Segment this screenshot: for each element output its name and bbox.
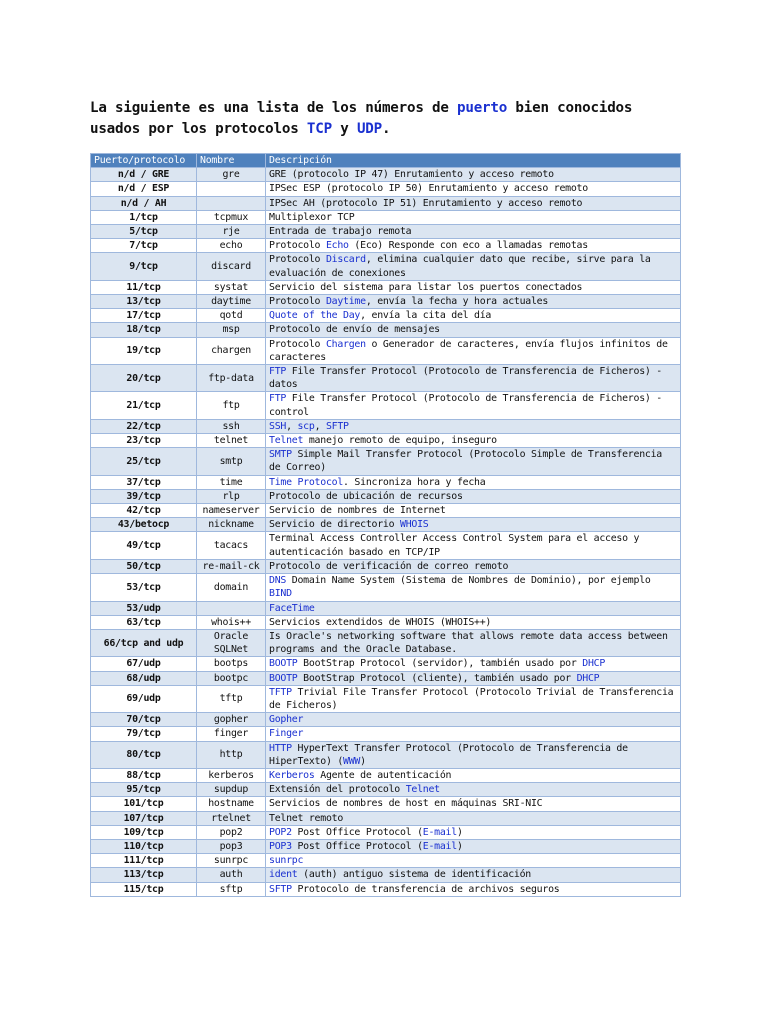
protocol-link[interactable]: BIND [269, 588, 292, 600]
port-cell: 53/tcp [91, 574, 197, 601]
description-cell [266, 727, 681, 741]
description-cell [266, 280, 681, 294]
description-text: Post Office Protocol ( [291, 826, 423, 838]
port-cell: 39/tcp [91, 489, 197, 503]
port-cell: n/d / GRE [91, 168, 197, 182]
protocol-link[interactable]: FaceTime [269, 602, 315, 614]
name-cell: kerberos [197, 768, 266, 782]
protocol-link[interactable]: Telnet [405, 784, 440, 796]
description-cell [266, 295, 681, 309]
protocol-link[interactable]: SMTP [269, 449, 292, 461]
port-cell: 21/tcp [91, 392, 197, 419]
name-cell: nickname [197, 518, 266, 532]
table-row [91, 601, 681, 615]
protocol-link[interactable]: POP2 [269, 826, 292, 838]
table-row [91, 504, 681, 518]
description-text: BootStrap Protocol (cliente), también usado por [297, 672, 577, 684]
description-cell [266, 337, 681, 364]
description-text: Domain Name System (Sistema de Nombres de Dominio), por ejemplo [286, 575, 651, 587]
port-cell: 110/tcp [91, 839, 197, 853]
table-row [91, 323, 681, 337]
description-cell [266, 615, 681, 629]
port-cell: 42/tcp [91, 504, 197, 518]
name-cell: hostname [197, 797, 266, 811]
description-cell [266, 253, 681, 280]
description-cell [266, 323, 681, 337]
description-text: File Transfer Protocol (Protocolo de Transferencia de Ficheros) - control [269, 393, 662, 418]
name-cell: pop3 [197, 839, 266, 853]
protocol-link[interactable]: scp [297, 420, 315, 432]
heading-text-3: y [331, 121, 357, 137]
description-cell [266, 868, 681, 882]
description-text: GRE (protocolo IP 47) Enrutamiento y acceso remoto [269, 169, 554, 181]
table-row [91, 475, 681, 489]
description-text: , envía la cita del día [360, 310, 492, 322]
port-cell: 50/tcp [91, 559, 197, 573]
table-body [91, 168, 681, 897]
protocol-link[interactable]: Chargen [325, 338, 366, 350]
description-text: Servicio de nombres de Internet [269, 505, 446, 517]
port-cell: 109/tcp [91, 825, 197, 839]
port-cell: 67/udp [91, 657, 197, 671]
description-text: Trivial File Transfer Protocol (Protocolo Trivial de Transferencia de Ficheros) [269, 686, 674, 711]
protocol-link[interactable]: Finger [269, 728, 304, 740]
port-cell: 113/tcp [91, 868, 197, 882]
description-text: HyperText Transfer Protocol (Protocolo de Transferencia de HiperTexto) ( [269, 742, 628, 767]
port-cell: 69/udp [91, 685, 197, 712]
name-cell: ftp-data [197, 365, 266, 392]
description-text: Protocolo [269, 240, 326, 252]
port-cell: 5/tcp [91, 225, 197, 239]
protocol-link[interactable]: ident [269, 869, 298, 881]
description-cell [266, 685, 681, 712]
port-cell: 70/tcp [91, 713, 197, 727]
table-row [91, 854, 681, 868]
table-row [91, 868, 681, 882]
table-row [91, 629, 681, 656]
name-cell: bootps [197, 657, 266, 671]
name-cell: daytime [197, 295, 266, 309]
column-header-port: Puerto/protocolo [91, 154, 197, 168]
description-cell [266, 309, 681, 323]
table-row [91, 713, 681, 727]
description-cell [266, 392, 681, 419]
description-text: , elimina cualquier dato que recibe, sirve para la evaluación de conexiones [269, 254, 651, 279]
protocol-link[interactable]: WHOIS [400, 519, 429, 531]
description-cell [266, 225, 681, 239]
description-text: File Transfer Protocol (Protocolo de Transferencia de Ficheros) - datos [269, 366, 662, 391]
protocol-link[interactable]: FTP [269, 366, 287, 378]
protocol-link[interactable]: Kerberos [269, 769, 315, 781]
protocol-link[interactable]: Echo [325, 240, 349, 252]
description-cell [266, 783, 681, 797]
port-cell: 9/tcp [91, 253, 197, 280]
table-row [91, 365, 681, 392]
protocol-link[interactable]: DNS [269, 575, 287, 587]
port-cell: 53/udp [91, 601, 197, 615]
description-cell [266, 196, 681, 210]
table-row [91, 168, 681, 182]
description-cell [266, 448, 681, 475]
name-cell: finger [197, 727, 266, 741]
description-cell [266, 854, 681, 868]
description-text: Servicio de directorio [269, 519, 400, 531]
protocol-link[interactable]: SFTP [269, 883, 292, 895]
table-row [91, 671, 681, 685]
port-cell: 115/tcp [91, 882, 197, 896]
description-text: Multiplexor TCP [269, 211, 355, 223]
description-text: IPSec AH (protocolo IP 51) Enrutamiento y acceso remoto [269, 197, 583, 209]
ports-table [90, 153, 681, 897]
port-link[interactable]: puerto [457, 100, 508, 116]
port-cell: 20/tcp [91, 365, 197, 392]
name-cell: telnet [197, 434, 266, 448]
name-cell: http [197, 741, 266, 768]
description-cell [266, 741, 681, 768]
description-text: manejo remoto de equipo, inseguro [303, 435, 497, 447]
protocol-link[interactable]: Gopher [269, 714, 304, 726]
port-cell: 23/tcp [91, 434, 197, 448]
description-text: . Sincroniza hora y fecha [343, 476, 486, 488]
protocol-link[interactable]: Telnet [269, 435, 304, 447]
table-row [91, 574, 681, 601]
port-cell: 95/tcp [91, 783, 197, 797]
protocol-link[interactable]: DHCP [582, 658, 606, 670]
name-cell: Oracle SQLNet [197, 629, 266, 656]
description-cell [266, 713, 681, 727]
description-text: ) [456, 826, 463, 838]
table-row [91, 727, 681, 741]
port-cell: 7/tcp [91, 239, 197, 253]
protocol-link[interactable]: DHCP [576, 672, 600, 684]
description-text: o Generador de caracteres, envía flujos infinitos de caracteres [269, 338, 668, 363]
table-row [91, 225, 681, 239]
column-header-name: Nombre [197, 154, 266, 168]
protocol-link[interactable]: Time Protocol [269, 476, 344, 488]
description-cell [266, 811, 681, 825]
udp-link[interactable]: UDP [356, 121, 382, 137]
description-cell [266, 434, 681, 448]
port-cell: 101/tcp [91, 797, 197, 811]
table-row [91, 559, 681, 573]
table-row [91, 210, 681, 224]
port-cell: 111/tcp [91, 854, 197, 868]
table-row [91, 615, 681, 629]
protocol-link[interactable]: SFTP [325, 420, 349, 432]
tcp-link[interactable]: TCP [306, 121, 332, 137]
description-text: BootStrap Protocol (servidor), también usado por [297, 658, 583, 670]
description-text: Extensión del protocolo [269, 784, 406, 796]
table-row [91, 280, 681, 294]
description-text: Protocolo de verificación de correo remoto [269, 560, 509, 572]
table-row [91, 518, 681, 532]
description-cell [266, 532, 681, 559]
name-cell: sftp [197, 882, 266, 896]
name-cell [197, 182, 266, 196]
protocol-link[interactable]: POP3 [269, 840, 292, 852]
port-cell: n/d / ESP [91, 182, 197, 196]
table-header-row [91, 154, 681, 168]
description-cell [266, 797, 681, 811]
table-row [91, 295, 681, 309]
name-cell: pop2 [197, 825, 266, 839]
name-cell [197, 601, 266, 615]
table-row [91, 741, 681, 768]
port-cell: 1/tcp [91, 210, 197, 224]
name-cell: gre [197, 168, 266, 182]
description-text: IPSec ESP (protocolo IP 50) Enrutamiento y acceso remoto [269, 183, 588, 195]
table-row [91, 239, 681, 253]
description-cell [266, 574, 681, 601]
description-cell [266, 504, 681, 518]
heading-text-1: La siguiente es una lista de los números de [90, 100, 458, 116]
description-cell [266, 168, 681, 182]
description-cell [266, 559, 681, 573]
description-text: (Eco) Responde con eco a llamadas remotas [348, 240, 588, 252]
description-cell [266, 839, 681, 853]
table-row [91, 882, 681, 896]
table-row [91, 309, 681, 323]
protocol-link[interactable]: Quote of the Day [269, 310, 361, 322]
protocol-link[interactable]: SSH [269, 420, 287, 432]
port-cell: n/d / AH [91, 196, 197, 210]
protocol-link[interactable]: Daytime [325, 296, 366, 308]
table-row [91, 253, 681, 280]
description-text: Servicio del sistema para listar los puertos conectados [269, 281, 583, 293]
table-row [91, 811, 681, 825]
description-cell [266, 419, 681, 433]
name-cell: tftp [197, 685, 266, 712]
table-row [91, 337, 681, 364]
table-row [91, 489, 681, 503]
port-cell: 17/tcp [91, 309, 197, 323]
description-text: Protocolo de ubicación de recursos [269, 490, 463, 502]
description-text: Telnet remoto [269, 812, 344, 824]
description-text: ) [360, 755, 366, 767]
name-cell: gopher [197, 713, 266, 727]
description-text: Servicios de nombres de host en máquinas SRI-NIC [269, 798, 543, 810]
name-cell: re-mail-ck [197, 559, 266, 573]
description-text: Agente de autenticación [314, 769, 452, 781]
heading-text-2: bien conocidos usados por los protocolos [90, 100, 633, 137]
protocol-link[interactable]: E-mail [422, 826, 457, 838]
name-cell: auth [197, 868, 266, 882]
description-text: , envía la fecha y hora actuales [365, 296, 549, 308]
table-row [91, 419, 681, 433]
table-row [91, 825, 681, 839]
protocol-link[interactable]: FTP [269, 393, 287, 405]
name-cell: discard [197, 253, 266, 280]
table-row [91, 657, 681, 671]
name-cell: qotd [197, 309, 266, 323]
description-text: (auth) antiguo sistema de identificación [297, 869, 531, 881]
table-row [91, 434, 681, 448]
description-text: Is Oracle's networking software that allows remote data access between programs and the Oracle Database. [269, 630, 668, 656]
description-cell [266, 475, 681, 489]
name-cell: echo [197, 239, 266, 253]
name-cell: tacacs [197, 532, 266, 559]
name-cell: chargen [197, 337, 266, 364]
name-cell: smtp [197, 448, 266, 475]
name-cell: msp [197, 323, 266, 337]
description-text: Protocolo de envío de mensajes [269, 324, 440, 336]
column-header-description: Descripción [266, 154, 681, 168]
name-cell: whois++ [197, 615, 266, 629]
table-row [91, 196, 681, 210]
table-row [91, 392, 681, 419]
description-cell [266, 365, 681, 392]
name-cell: systat [197, 280, 266, 294]
name-cell: time [197, 475, 266, 489]
description-cell [266, 601, 681, 615]
table-row [91, 182, 681, 196]
table-row [91, 768, 681, 782]
name-cell: nameserver [197, 504, 266, 518]
description-text: Servicios extendidos de WHOIS (WHOIS++) [269, 616, 492, 628]
protocol-link[interactable]: Discard [325, 254, 366, 266]
description-text: Protocolo [269, 338, 326, 350]
table-row [91, 448, 681, 475]
description-cell [266, 210, 681, 224]
port-cell: 68/udp [91, 671, 197, 685]
port-cell: 25/tcp [91, 448, 197, 475]
protocol-link[interactable]: HTTP [269, 742, 292, 754]
port-cell: 18/tcp [91, 323, 197, 337]
table-row [91, 839, 681, 853]
port-cell: 79/tcp [91, 727, 197, 741]
port-cell: 88/tcp [91, 768, 197, 782]
name-cell: domain [197, 574, 266, 601]
page-heading [90, 98, 690, 140]
description-text: Protocolo de transferencia de archivos seguros [291, 883, 560, 895]
port-cell: 13/tcp [91, 295, 197, 309]
table-row [91, 797, 681, 811]
table-row [91, 685, 681, 712]
description-cell [266, 182, 681, 196]
name-cell: sunrpc [197, 854, 266, 868]
port-cell: 43/betocp [91, 518, 197, 532]
port-cell: 63/tcp [91, 615, 197, 629]
description-cell [266, 657, 681, 671]
table-row [91, 532, 681, 559]
port-cell: 11/tcp [91, 280, 197, 294]
port-cell: 49/tcp [91, 532, 197, 559]
port-cell: 66/tcp and udp [91, 629, 197, 656]
name-cell: ssh [197, 419, 266, 433]
description-cell [266, 489, 681, 503]
port-cell: 107/tcp [91, 811, 197, 825]
description-cell [266, 882, 681, 896]
description-cell [266, 671, 681, 685]
description-text: Entrada de trabajo remota [269, 226, 412, 238]
name-cell: supdup [197, 783, 266, 797]
port-cell: 80/tcp [91, 741, 197, 768]
description-text: , [314, 420, 326, 432]
port-cell: 37/tcp [91, 475, 197, 489]
name-cell: rje [197, 225, 266, 239]
port-cell: 22/tcp [91, 419, 197, 433]
description-cell [266, 825, 681, 839]
description-cell [266, 239, 681, 253]
name-cell: rlp [197, 489, 266, 503]
description-text: ) [456, 840, 463, 852]
port-cell: 19/tcp [91, 337, 197, 364]
description-text: Protocolo [269, 254, 326, 266]
protocol-link[interactable]: TFTP [269, 686, 292, 698]
description-cell [266, 768, 681, 782]
description-text: Post Office Protocol ( [291, 840, 423, 852]
heading-text-4: . [381, 121, 391, 137]
protocol-link[interactable]: E-mail [422, 840, 457, 852]
protocol-link[interactable]: BOOTP [269, 658, 298, 670]
name-cell: ftp [197, 392, 266, 419]
name-cell: rtelnet [197, 811, 266, 825]
protocol-link[interactable]: WWW [343, 755, 361, 767]
description-text: Simple Mail Transfer Protocol (Protocolo Simple de Transferencia de Correo) [269, 449, 662, 474]
protocol-link[interactable]: BOOTP [269, 672, 298, 684]
description-cell [266, 518, 681, 532]
description-text: , [286, 420, 298, 432]
name-cell: bootpc [197, 671, 266, 685]
description-text: Terminal Access Controller Access Control System para el acceso y autenticación basado en TCP/IP [269, 533, 640, 558]
protocol-link[interactable]: sunrpc [269, 855, 304, 867]
table-row [91, 783, 681, 797]
description-cell [266, 629, 681, 656]
name-cell [197, 196, 266, 210]
description-text: Protocolo [269, 296, 326, 308]
name-cell: tcpmux [197, 210, 266, 224]
